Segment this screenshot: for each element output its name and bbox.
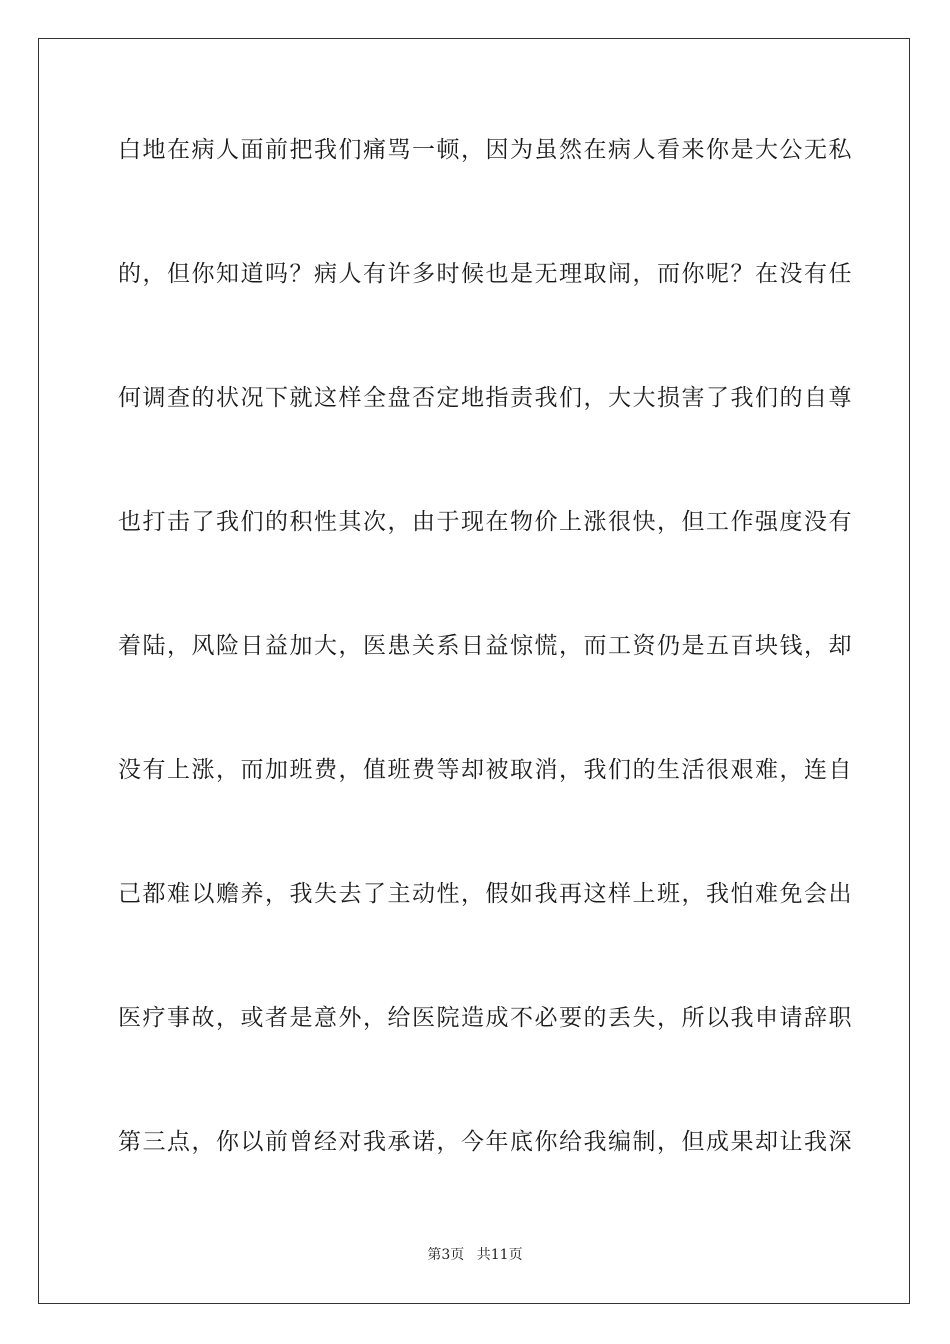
page-total: 共11页 [476,1247,523,1263]
page-border [38,38,910,1304]
body-text-line: 没有上涨，而加班费，值班费等却被取消，我们的生活很艰难，连自 [118,757,853,783]
body-text-line: 第三点，你以前曾经对我承诺，今年底你给我编制，但成果却让我深 [118,1129,853,1155]
body-text-line: 白地在病人面前把我们痛骂一顿，因为虽然在病人看来你是大公无私 [118,137,853,163]
body-text-line: 的，但你知道吗？病人有许多时候也是无理取闹，而你呢？在没有任 [118,261,853,287]
page-footer [0,1244,950,1264]
body-text-line: 何调查的状况下就这样全盘否定地指责我们，大大损害了我们的自尊 [118,385,853,411]
body-text-line: 己都难以赡养，我失去了主动性，假如我再这样上班，我怕难免会出 [118,881,853,907]
body-text-line: 也打击了我们的积性其次，由于现在物价上涨很快，但工作强度没有 [118,509,853,535]
body-text-line: 医疗事故，或者是意外，给医院造成不必要的丢失，所以我申请辞职 [118,1005,853,1031]
page-number: 第3页 [427,1247,465,1263]
body-text-line: 着陆，风险日益加大，医患关系日益惊慌，而工资仍是五百块钱，却 [118,633,853,659]
